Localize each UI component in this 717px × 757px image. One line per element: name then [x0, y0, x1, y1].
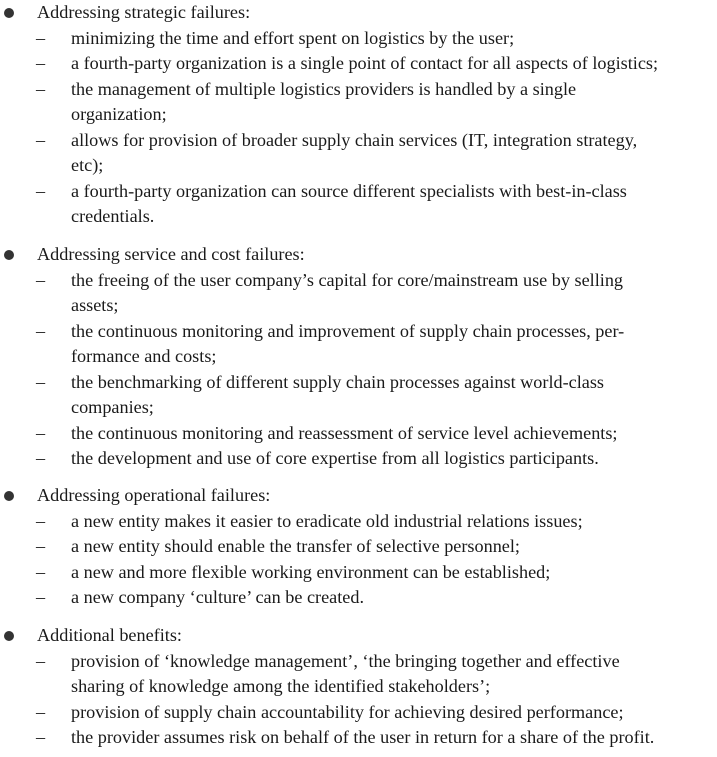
- list-item: [0, 268, 717, 319]
- dash-icon: –: [36, 320, 46, 341]
- heading-text: Additional benefits:: [37, 625, 182, 645]
- dash-icon: –: [36, 269, 46, 290]
- list-item: [0, 421, 717, 447]
- section-additional-benefits: [0, 623, 717, 751]
- list-item: [0, 534, 717, 560]
- list-item: [0, 77, 717, 128]
- dash-icon: –: [36, 180, 46, 201]
- list-item: [0, 649, 717, 700]
- list-item: [0, 128, 717, 179]
- list-item-text: the provider assumes risk on behalf of the user in return for a share of the profit.: [71, 727, 655, 747]
- dash-icon: –: [36, 129, 46, 150]
- bullet-icon: [4, 631, 14, 641]
- list-item-text: the benchmarking of different supply chain processes against world-class companies;: [71, 371, 605, 417]
- list-item: [0, 446, 717, 472]
- list-item-text: a fourth-party organization is a single point of contact for all aspects of logistics;: [71, 53, 659, 73]
- list-item-text: a new and more flexible working environment can be established;: [71, 561, 551, 582]
- list-item-text: the continuous monitoring and improvement of supply chain processes, per- formance and costs;: [71, 320, 625, 366]
- list-item-text: minimizing the time and effort spent on logistics by the user;: [71, 27, 515, 48]
- list-item-text: a fourth-party organization can source different specialists with best-in-class credentials.: [71, 180, 627, 226]
- dash-icon: –: [36, 422, 46, 443]
- section-heading: [0, 0, 717, 26]
- list-item: [0, 319, 717, 370]
- heading-text: Addressing strategic failures:: [37, 2, 251, 22]
- dash-icon: –: [36, 510, 46, 531]
- list-item-text: the freeing of the user company’s capital for core/mainstream use by selling assets;: [71, 269, 624, 315]
- dash-icon: –: [36, 371, 46, 392]
- bullet-icon: [4, 491, 14, 501]
- section-heading: [0, 623, 717, 649]
- list-item: [0, 179, 717, 230]
- bullet-icon: [4, 250, 14, 260]
- dash-icon: –: [36, 701, 46, 722]
- list-item: [0, 26, 717, 52]
- dash-icon: –: [36, 561, 46, 582]
- list-item-text: a new entity makes it easier to eradicate old industrial relations issues;: [71, 510, 583, 531]
- list-item-text: allows for provision of broader supply chain services (IT, integration strategy, etc);: [71, 129, 638, 175]
- list-item: [0, 585, 717, 611]
- dash-icon: –: [36, 448, 46, 468]
- list-item-text: the management of multiple logistics providers is handled by a single organization;: [71, 78, 577, 124]
- list-item: [0, 700, 717, 726]
- list-item-text: a new company ‘culture’ can be created.: [71, 587, 365, 607]
- section-heading: [0, 242, 717, 268]
- list-item: [0, 560, 717, 586]
- dash-icon: –: [36, 536, 46, 556]
- list-item-text: a new entity should enable the transfer of selective personnel;: [71, 536, 520, 556]
- dash-icon: –: [36, 27, 46, 48]
- dash-icon: –: [36, 727, 46, 747]
- dash-icon: –: [36, 53, 46, 73]
- heading-text: Addressing service and cost failures:: [37, 244, 305, 264]
- dash-icon: –: [36, 78, 46, 99]
- list-item-text: provision of supply chain accountability for achieving desired performance;: [71, 701, 624, 722]
- bullet-icon: [4, 8, 14, 18]
- list-item-text: provision of ‘knowledge management’, ‘the bringing together and effective sharing of knowledge among the identified stakeholders’;: [71, 650, 620, 696]
- dash-icon: –: [36, 587, 46, 607]
- section-service-cost-failures: [0, 242, 717, 472]
- list-item: [0, 370, 717, 421]
- section-operational-failures: [0, 483, 717, 611]
- list-item: [0, 509, 717, 535]
- list-item: [0, 51, 717, 77]
- list-item: [0, 725, 717, 751]
- heading-text: Addressing operational failures:: [37, 485, 271, 505]
- dash-icon: –: [36, 650, 46, 671]
- section-heading: [0, 483, 717, 509]
- list-item-text: the development and use of core expertise from all logistics participants.: [71, 448, 599, 468]
- section-strategic-failures: [0, 0, 717, 230]
- list-item-text: the continuous monitoring and reassessment of service level achievements;: [71, 422, 618, 443]
